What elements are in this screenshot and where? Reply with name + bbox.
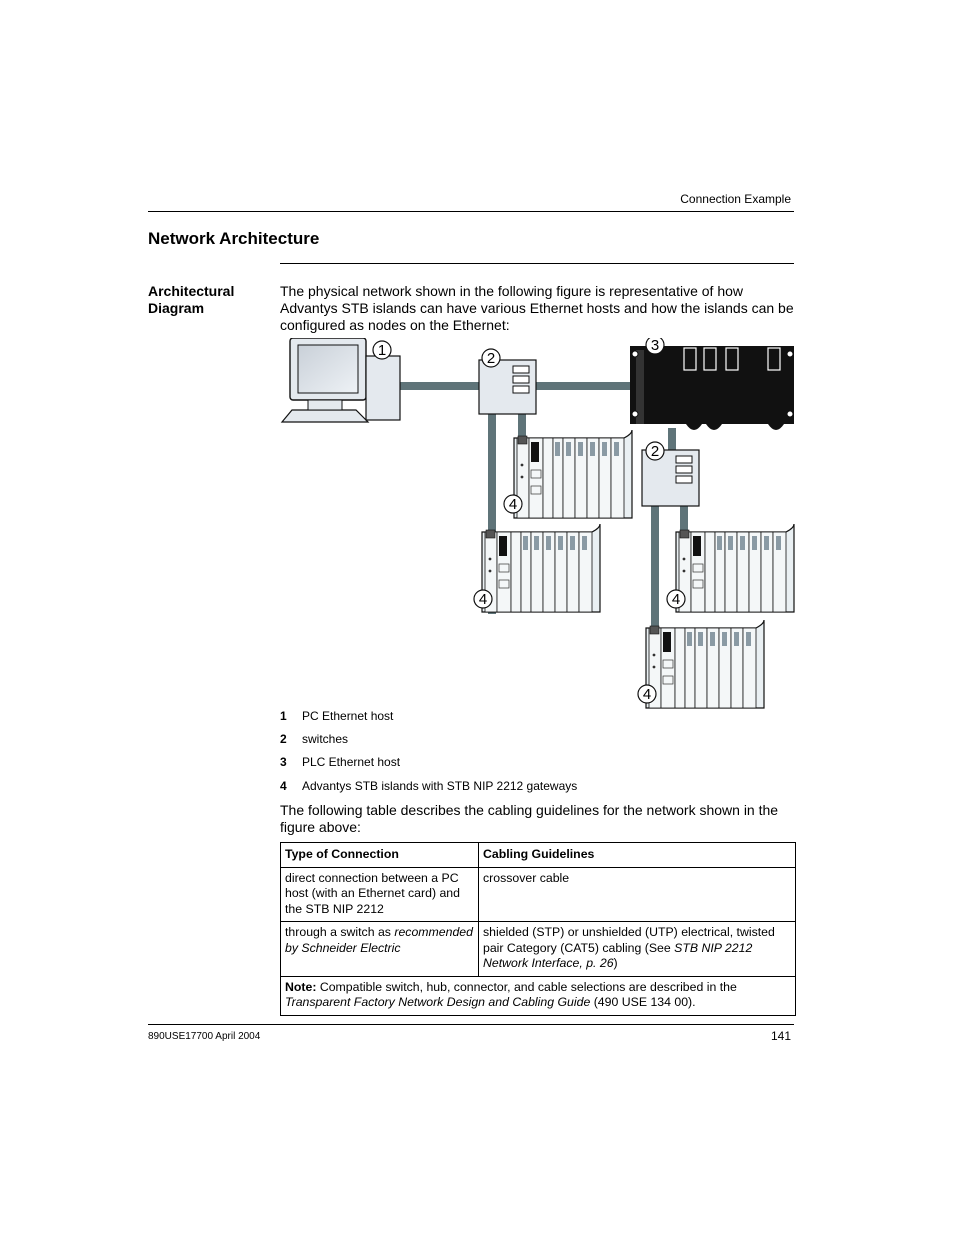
svg-text:4: 4 bbox=[642, 686, 652, 703]
callout-4 bbox=[667, 590, 685, 608]
cell-text-italic: recommended by Schneider Electric bbox=[285, 925, 473, 955]
table-cell: crossover cable bbox=[479, 867, 796, 922]
title-rule bbox=[280, 263, 794, 264]
network-diagram bbox=[280, 338, 796, 710]
table-row bbox=[281, 867, 796, 922]
table-note-row bbox=[281, 976, 796, 1015]
legend-number: 3 bbox=[280, 755, 287, 769]
table-intro bbox=[280, 802, 778, 836]
callout-2 bbox=[482, 349, 500, 367]
svg-text:2: 2 bbox=[650, 443, 660, 460]
table-header-row bbox=[281, 843, 796, 868]
callout-1 bbox=[373, 341, 391, 359]
callout-3 bbox=[646, 338, 664, 354]
legend-number: 2 bbox=[280, 732, 287, 746]
svg-text:3: 3 bbox=[650, 338, 660, 354]
cell-text-italic: STB NIP 2212 Network Interface, p. 26 bbox=[483, 940, 753, 970]
table-row bbox=[281, 922, 796, 977]
table-intro-line: The following table describes the cabling guidelines for the network shown in the bbox=[280, 802, 779, 818]
intro-line: configured as nodes on the Ethernet: bbox=[280, 317, 510, 333]
svg-text:4: 4 bbox=[671, 591, 681, 608]
legend-item bbox=[280, 732, 348, 746]
intro-line: Advantys STB islands can have various Ethernet hosts and how the islands can be bbox=[280, 300, 794, 316]
cable bbox=[400, 382, 490, 390]
legend-number: 4 bbox=[280, 779, 287, 793]
callout-4 bbox=[474, 590, 492, 608]
header-rule bbox=[148, 211, 794, 212]
intro-line: The physical network shown in the following figure is representative of how bbox=[280, 283, 744, 299]
stb-island-icon bbox=[646, 620, 764, 708]
svg-text:4: 4 bbox=[508, 496, 518, 513]
running-header: Connection Example bbox=[680, 192, 791, 206]
cable bbox=[651, 506, 659, 630]
page-title: Network Architecture bbox=[148, 229, 320, 248]
table-cell: direct connection between a PC host (with an Ethernet card) and the STB NIP 2212 bbox=[281, 867, 479, 922]
cable bbox=[536, 382, 630, 390]
footer-doc-id: 890USE17700 April 2004 bbox=[148, 1031, 261, 1042]
cabling-table bbox=[280, 842, 796, 1016]
legend-number: 1 bbox=[280, 709, 287, 723]
svg-text:4: 4 bbox=[478, 591, 488, 608]
cell-text: shielded (STP) or unshielded (UTP) electrical, twisted pair Category (CAT5) cabling (See bbox=[483, 925, 775, 955]
plc-host-icon bbox=[630, 346, 794, 430]
cell-text: ) bbox=[613, 956, 618, 970]
side-heading bbox=[148, 283, 234, 317]
note-text-italic: Transparent Factory Network Design and Cabling Guide bbox=[285, 995, 591, 1009]
table-intro-line: figure above: bbox=[280, 819, 361, 835]
legend-item bbox=[280, 709, 393, 723]
legend-text: PC Ethernet host bbox=[302, 709, 394, 723]
intro-paragraph bbox=[280, 283, 794, 334]
note-label: Note: bbox=[285, 979, 317, 994]
cable bbox=[680, 506, 688, 532]
table-cell bbox=[479, 922, 796, 977]
legend-text: switches bbox=[302, 732, 349, 746]
stb-island-icon bbox=[482, 524, 600, 612]
footer-rule bbox=[148, 1024, 794, 1025]
table-note bbox=[281, 976, 796, 1015]
svg-text:1: 1 bbox=[377, 342, 387, 359]
note-text: Compatible switch, hub, connector, and cable selections are described in the bbox=[316, 979, 737, 994]
cell-text: through a switch as bbox=[285, 925, 395, 939]
legend-text: PLC Ethernet host bbox=[302, 755, 401, 769]
stb-island-icon bbox=[676, 524, 794, 612]
stb-island-icon bbox=[514, 430, 632, 518]
legend-item bbox=[280, 755, 400, 769]
column-header: Type of Connection bbox=[281, 843, 479, 868]
page-number: 141 bbox=[770, 1029, 791, 1043]
switch-icon bbox=[479, 360, 536, 414]
callout-4 bbox=[504, 495, 522, 513]
table-cell bbox=[281, 922, 479, 977]
note-text: (490 USE 134 00). bbox=[590, 995, 696, 1009]
side-heading-line: Architectural bbox=[148, 283, 235, 299]
column-header: Cabling Guidelines bbox=[479, 843, 796, 868]
callout-4 bbox=[638, 685, 656, 703]
svg-text:2: 2 bbox=[486, 350, 496, 367]
legend-text: Advantys STB islands with STB NIP 2212 gateways bbox=[302, 779, 578, 793]
legend-item bbox=[280, 779, 577, 793]
callout-2 bbox=[646, 442, 664, 460]
side-heading-line: Diagram bbox=[148, 300, 205, 316]
